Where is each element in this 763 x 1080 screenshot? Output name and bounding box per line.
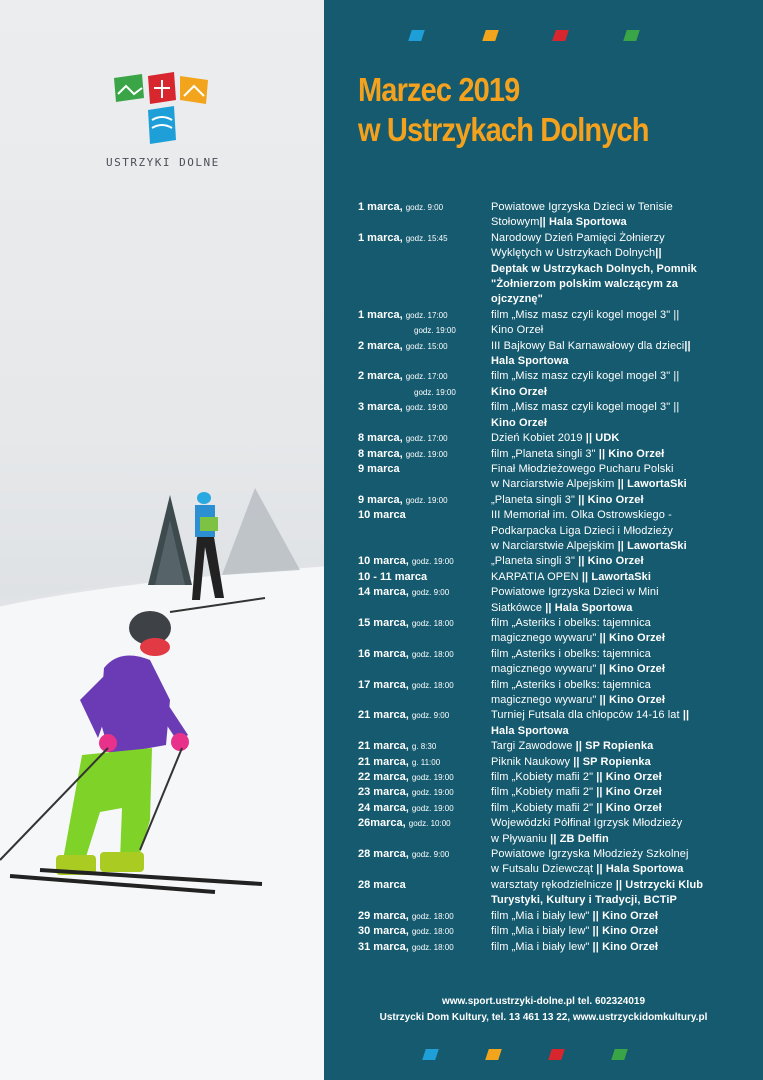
event-row: [358, 940, 758, 955]
event-day: 21 marca,: [358, 755, 409, 768]
footer-line-2[interactable]: Ustrzycki Dom Kultury, tel. 13 461 13 22, www.ustrzyckidomkultury.pl: [379, 1012, 708, 1023]
event-venue: Kino Orzeł: [491, 416, 548, 429]
event-description: [491, 554, 736, 569]
event-venue: || Ustrzycki Klub Turystyki, Kultury i Tradycji, BCTiP: [491, 878, 704, 907]
event-date: [358, 616, 491, 647]
event-row: [358, 816, 758, 847]
event-venue: Kino Orzeł: [491, 385, 548, 398]
event-description: [491, 339, 736, 370]
event-date: [358, 847, 491, 878]
event-venue: || Hala Sportowa: [491, 339, 691, 368]
footer: [324, 994, 763, 1026]
event-date: [358, 493, 491, 508]
event-date: [358, 678, 491, 709]
event-day: 23 marca,: [358, 786, 409, 799]
event-venue: || Kino Orzeł: [574, 493, 644, 506]
event-description: [491, 801, 736, 816]
event-title: Wojewódzki Półfinał Igrzysk Młodzieży w Pływaniu: [491, 817, 683, 845]
event-day: 26marca,: [358, 817, 406, 830]
event-day: 28 marca,: [358, 848, 409, 861]
event-title: „Planeta singli 3": [491, 493, 575, 506]
event-time: godz. 9:00: [405, 203, 444, 212]
event-row: [358, 554, 758, 569]
event-time: godz. 19:00: [411, 557, 454, 567]
event-title: Turniej Futsala dla chłopców 14-16 lat: [491, 709, 680, 722]
skiing-photo: [0, 0, 324, 1080]
event-venue: || Hala Sportowa: [542, 601, 633, 614]
event-description: [491, 708, 736, 739]
event-day: 10 marca,: [358, 555, 409, 568]
event-date: [358, 200, 491, 231]
event-time: godz. 18:00: [411, 649, 454, 659]
event-description: [491, 369, 736, 400]
event-description: [491, 585, 736, 616]
event-date: [358, 816, 491, 847]
event-day: 9 marca: [358, 462, 400, 475]
event-date: [358, 801, 491, 816]
event-title: warsztaty rękodzielnicze: [491, 878, 613, 891]
event-row: [358, 308, 758, 339]
event-venue: || Kino Orzeł: [589, 909, 659, 922]
event-row: [358, 770, 758, 785]
event-venue: || ZB Delfin: [547, 832, 609, 845]
event-list: [358, 200, 758, 955]
event-venue: || Deptak w Ustrzykach Dolnych, Pomnik "Żołnierzom polskim walczącym za ojczyznę": [491, 247, 697, 306]
event-day: 17 marca,: [358, 678, 409, 691]
event-title: film „Kobiety mafii 2": [491, 786, 594, 799]
event-description: [491, 508, 736, 554]
event-venue: || Kino Orzeł: [589, 925, 659, 938]
green-mark-icon: [623, 30, 640, 41]
event-row: [358, 847, 758, 878]
event-time: godz. 9:00: [411, 850, 450, 860]
event-row: [358, 739, 758, 754]
event-description: [491, 493, 736, 508]
event-day: 21 marca,: [358, 740, 409, 753]
event-date: [358, 770, 491, 785]
event-date: [358, 924, 491, 939]
red-mark-icon: [548, 1049, 565, 1060]
event-date: [358, 508, 491, 554]
event-title: Narodowy Dzień Pamięci Żołnierzy Wyklętych w Ustrzykach Dolnych: [491, 231, 665, 260]
event-day: 10 - 11 marca: [358, 570, 428, 583]
event-title: film „Misz masz czyli kogel mogel 3" ||: [491, 370, 680, 383]
footer-line-1[interactable]: www.sport.ustrzyki-dolne.pl tel. 602324019: [441, 996, 646, 1007]
event-title: Piknik Naukowy: [491, 755, 571, 768]
event-date: [358, 940, 491, 955]
event-day: 9 marca,: [358, 493, 403, 506]
event-day: 10 marca: [358, 509, 406, 522]
event-description: [491, 816, 736, 847]
event-date: [358, 400, 491, 431]
event-row: [358, 924, 758, 939]
event-description: [491, 431, 736, 446]
event-time: godz. 17:00: [405, 372, 448, 382]
event-title: „Planeta singli 3": [491, 555, 575, 568]
event-title: film „Misz masz czyli kogel mogel 3" ||: [491, 401, 680, 414]
event-row: [358, 462, 758, 493]
event-row: [358, 801, 758, 816]
event-title: Powiatowe Igrzyska Dzieci w Mini Siatkówce: [491, 586, 659, 614]
event-title: film „Planeta singli 3": [491, 447, 596, 460]
event-venue: || LawortaSki: [614, 539, 687, 552]
event-row: [358, 447, 758, 462]
event-description: [491, 616, 736, 647]
event-day: 8 marca,: [358, 447, 403, 460]
event-date: [358, 755, 491, 770]
event-day: 14 marca,: [358, 586, 409, 599]
event-time: godz. 18:00: [411, 680, 454, 690]
event-venue: || SP Ropienka: [570, 755, 651, 768]
red-mark-icon: [552, 30, 569, 41]
ustrzyki-dolne-logo: [108, 72, 218, 147]
event-time: g. 8:30: [411, 742, 437, 752]
event-time: godz. 17:00: [405, 434, 448, 444]
event-time: godz. 19:00: [405, 403, 448, 413]
event-row: [358, 708, 758, 739]
event-time: godz. 18:00: [411, 942, 454, 952]
event-date: [358, 739, 491, 754]
event-description: [491, 462, 736, 493]
event-time: godz. 9:00: [411, 711, 450, 721]
event-row: [358, 400, 758, 431]
event-day: 8 marca,: [358, 432, 403, 445]
event-date: [358, 647, 491, 678]
event-title: KARPATIA OPEN: [491, 570, 579, 583]
top-color-marks: [324, 30, 763, 44]
event-title: III Memoriał im. Olka Ostrowskiego - Podkarpacka Liga Dzieci i Młodzieży w Narciarstwie Alpejskim: [491, 509, 674, 552]
event-day: 2 marca,: [358, 339, 403, 352]
event-date: [358, 231, 491, 308]
event-date: [358, 431, 491, 446]
event-title: film „Asteriks i obelks: tajemnica magicznego wywaru": [491, 678, 651, 706]
event-title: film „Misz masz czyli kogel mogel 3" || Kino Orzeł: [491, 308, 680, 337]
event-time: godz. 19:00: [411, 773, 454, 783]
event-row: [358, 647, 758, 678]
orange-mark-icon: [485, 1049, 502, 1060]
event-title: Finał Młodzieżowego Pucharu Polski w Narciarstwie Alpejskim: [491, 462, 674, 491]
event-venue: || LawortaSki: [578, 570, 652, 583]
event-row: [358, 616, 758, 647]
event-time: godz. 10:00: [408, 819, 451, 829]
event-title: Powiatowe Igrzyska Dzieci w Tenisie Stołowym: [491, 201, 673, 229]
event-description: [491, 770, 736, 785]
event-title: film „Mia i biały lew": [491, 925, 590, 938]
event-row: [358, 200, 758, 231]
event-day: 22 marca,: [358, 771, 409, 784]
event-description: [491, 678, 736, 709]
event-description: [491, 940, 736, 955]
event-day: 29 marca,: [358, 909, 409, 922]
event-date: [358, 708, 491, 739]
event-date: [358, 785, 491, 800]
event-description: [491, 785, 736, 800]
event-day: 3 marca,: [358, 401, 403, 414]
event-row: [358, 755, 758, 770]
event-row: [358, 339, 758, 370]
blue-mark-icon: [408, 30, 425, 41]
event-venue: || Hala Sportowa: [593, 863, 684, 876]
event-time: godz. 9:00: [411, 588, 450, 598]
event-venue: || Kino Orzeł: [593, 786, 662, 799]
event-title: film „Mia i biały lew": [491, 940, 590, 953]
event-description: [491, 647, 736, 678]
event-row: [358, 785, 758, 800]
event-title: III Bajkowy Bal Karnawałowy dla dzieci: [491, 339, 685, 352]
event-time: g. 11:00: [411, 757, 441, 767]
event-description: [491, 878, 736, 909]
event-row: [358, 570, 758, 585]
orange-mark-icon: [482, 30, 499, 41]
event-time: godz. 19:00: [411, 803, 454, 813]
event-time-second: godz. 19:00: [414, 387, 456, 397]
event-date: [358, 369, 491, 400]
event-title: film „Kobiety mafii 2": [491, 771, 594, 784]
event-time: godz. 18:00: [411, 911, 454, 921]
event-description: [491, 924, 736, 939]
event-time: godz. 19:00: [405, 449, 448, 459]
event-day: 16 marca,: [358, 647, 409, 660]
event-date: [358, 878, 491, 909]
event-title: film „Asteriks i obelks: tajemnica magicznego wywaru": [491, 647, 651, 676]
event-date: [358, 570, 491, 585]
event-date: [358, 308, 491, 339]
bottom-color-marks: [324, 1049, 763, 1063]
event-time: godz. 18:00: [411, 927, 454, 937]
event-description: [491, 308, 736, 339]
event-day: 30 marca,: [358, 925, 409, 938]
event-description: [491, 231, 736, 308]
event-day: 15 marca,: [358, 616, 409, 629]
event-row: [358, 231, 758, 308]
title-line-1: Marzec 2019: [358, 71, 520, 108]
event-day: 28 marca: [358, 878, 406, 891]
event-day: 1 marca,: [358, 201, 403, 213]
logo-name: USTRZYKI DOLNE: [106, 156, 220, 169]
event-description: [491, 447, 736, 462]
event-description: [491, 570, 736, 585]
event-row: [358, 678, 758, 709]
event-day: 1 marca,: [358, 308, 403, 321]
event-venue: || Kino Orzeł: [593, 801, 662, 814]
event-row: [358, 878, 758, 909]
event-venue: || Kino Orzeł: [595, 447, 665, 460]
event-title: film „Mia i biały lew": [491, 909, 590, 922]
event-row: [358, 508, 758, 554]
event-time: godz. 18:00: [411, 618, 454, 628]
event-description: [491, 739, 736, 754]
event-description: [491, 200, 736, 231]
event-row: [358, 585, 758, 616]
event-date: [358, 339, 491, 370]
title-line-2: w Ustrzykach Dolnych: [358, 111, 649, 148]
event-description: [491, 909, 736, 924]
event-title: Dzień Kobiet 2019: [491, 432, 583, 445]
event-description: [491, 755, 736, 770]
event-description: [491, 847, 736, 878]
event-venue: || Hala Sportowa: [539, 216, 627, 229]
event-title: film „Asteriks i obelks: tajemnica magicznego wywaru": [491, 616, 651, 645]
blue-mark-icon: [422, 1049, 439, 1060]
event-day: 24 marca,: [358, 801, 409, 814]
event-time: godz. 17:00: [405, 310, 448, 320]
event-title: film „Kobiety mafii 2": [491, 801, 594, 814]
event-time: godz. 15:45: [405, 233, 448, 243]
event-date: [358, 462, 491, 493]
event-title: Powiatowe Igrzyska Młodzieży Szkolnej w Futsalu Dziewcząt: [491, 848, 689, 876]
event-description: [491, 400, 736, 431]
event-venue: || Kino Orzeł: [596, 663, 666, 676]
event-date: [358, 909, 491, 924]
event-venue: || SP Ropienka: [572, 740, 654, 753]
event-venue: || UDK: [582, 432, 620, 445]
event-row: [358, 493, 758, 508]
event-day: 1 marca,: [358, 231, 403, 244]
event-venue: || Kino Orzeł: [574, 555, 644, 568]
event-panel: [324, 0, 763, 1080]
event-title: Targi Zawodowe: [491, 740, 573, 753]
green-mark-icon: [611, 1049, 628, 1060]
event-time-second: godz. 19:00: [414, 326, 456, 336]
event-row: [358, 431, 758, 446]
event-row: [358, 909, 758, 924]
event-venue: || Kino Orzeł: [589, 940, 659, 953]
event-date: [358, 554, 491, 569]
event-day: 21 marca,: [358, 709, 409, 722]
event-time: godz. 19:00: [411, 788, 454, 798]
event-date: [358, 585, 491, 616]
event-day: 31 marca,: [358, 940, 409, 953]
event-date: [358, 447, 491, 462]
page-title: [358, 70, 649, 150]
event-row: [358, 369, 758, 400]
event-time: godz. 19:00: [405, 495, 448, 505]
event-venue: || Kino Orzeł: [596, 632, 666, 645]
event-venue: || Hala Sportowa: [491, 709, 690, 737]
event-venue: || Kino Orzeł: [596, 694, 666, 706]
event-day: 2 marca,: [358, 370, 403, 383]
event-time: godz. 15:00: [405, 341, 448, 351]
event-venue: || Kino Orzeł: [593, 771, 662, 784]
event-venue: || LawortaSki: [614, 478, 687, 491]
